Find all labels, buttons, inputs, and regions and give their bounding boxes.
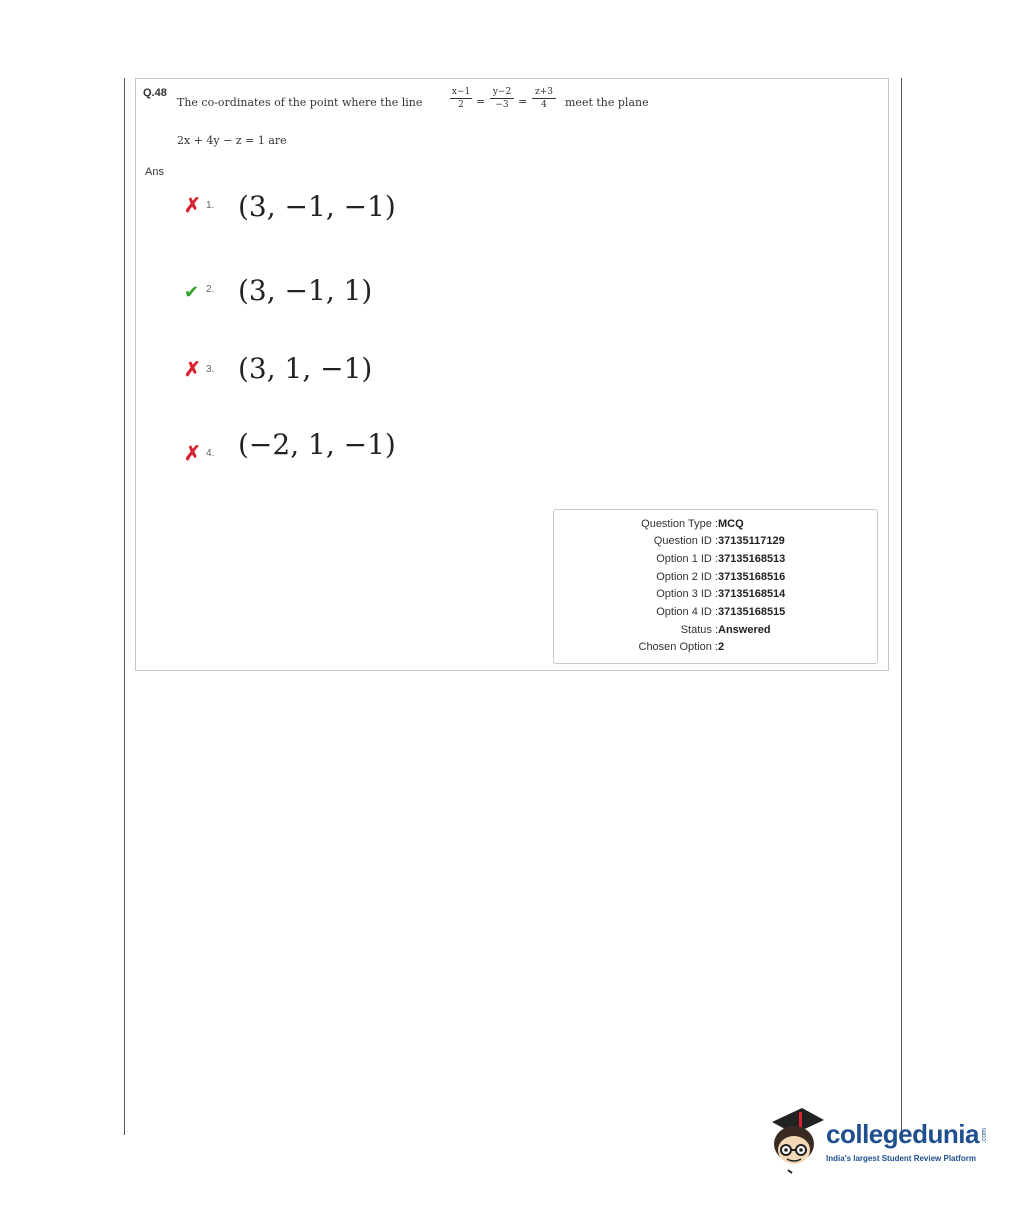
fraction-x: $\frac{x-1}{2}$: [451, 87, 471, 110]
answer-label: Ans: [145, 166, 164, 178]
option-number: 3.: [206, 364, 215, 375]
info-question-type: Question Type : MCQ: [641, 518, 744, 530]
option-value: (3, −1, −1): [238, 190, 396, 223]
info-option-4-id: Option 4 ID : 37135168515: [656, 606, 786, 618]
option-number: 1.: [206, 200, 215, 211]
info-option-2-id: Option 2 ID : 37135168516: [656, 571, 786, 583]
cross-icon: ✗: [184, 195, 201, 217]
question-text-continued: meet the plane: [565, 96, 649, 109]
fraction-z: $\frac{z+3}{4}$: [532, 87, 556, 110]
option-value: (3, −1, 1): [238, 274, 373, 307]
equals-sign: =: [518, 95, 528, 108]
info-chosen-option: Chosen Option : 2: [638, 641, 725, 653]
fraction-y: $\frac{y-2}{-3}$: [490, 87, 514, 110]
info-question-id: Question ID : 37135117129: [653, 535, 785, 547]
question-text: The co-ordinates of the point where the line: [177, 96, 423, 109]
cross-icon: ✗: [184, 443, 201, 465]
cross-icon: ✗: [184, 359, 201, 381]
option-number: 2.: [206, 284, 215, 295]
collegedunia-logo: [768, 1104, 998, 1174]
brand-suffix: .com: [981, 1128, 988, 1144]
mascot-icon: [768, 1104, 824, 1174]
page-border-left: [124, 78, 125, 1135]
page-border-right: [901, 78, 902, 1135]
equals-sign: =: [476, 95, 486, 108]
info-option-1-id: Option 1 ID : 37135168513: [656, 553, 786, 565]
option-number: 4.: [206, 448, 215, 459]
option-value: (3, 1, −1): [238, 352, 373, 385]
plane-equation: 2x + 4y − z = 1 are: [177, 134, 287, 147]
brand-name: collegedunia: [826, 1119, 979, 1149]
option-value: (−2, 1, −1): [238, 428, 396, 461]
info-option-3-id: Option 3 ID : 37135168514: [656, 588, 786, 600]
info-status: Status : Answered: [680, 624, 771, 636]
brand-tagline: India's largest Student Review Platform: [826, 1154, 976, 1163]
check-icon: ✔: [184, 282, 200, 302]
question-number: Q.48: [143, 87, 167, 99]
